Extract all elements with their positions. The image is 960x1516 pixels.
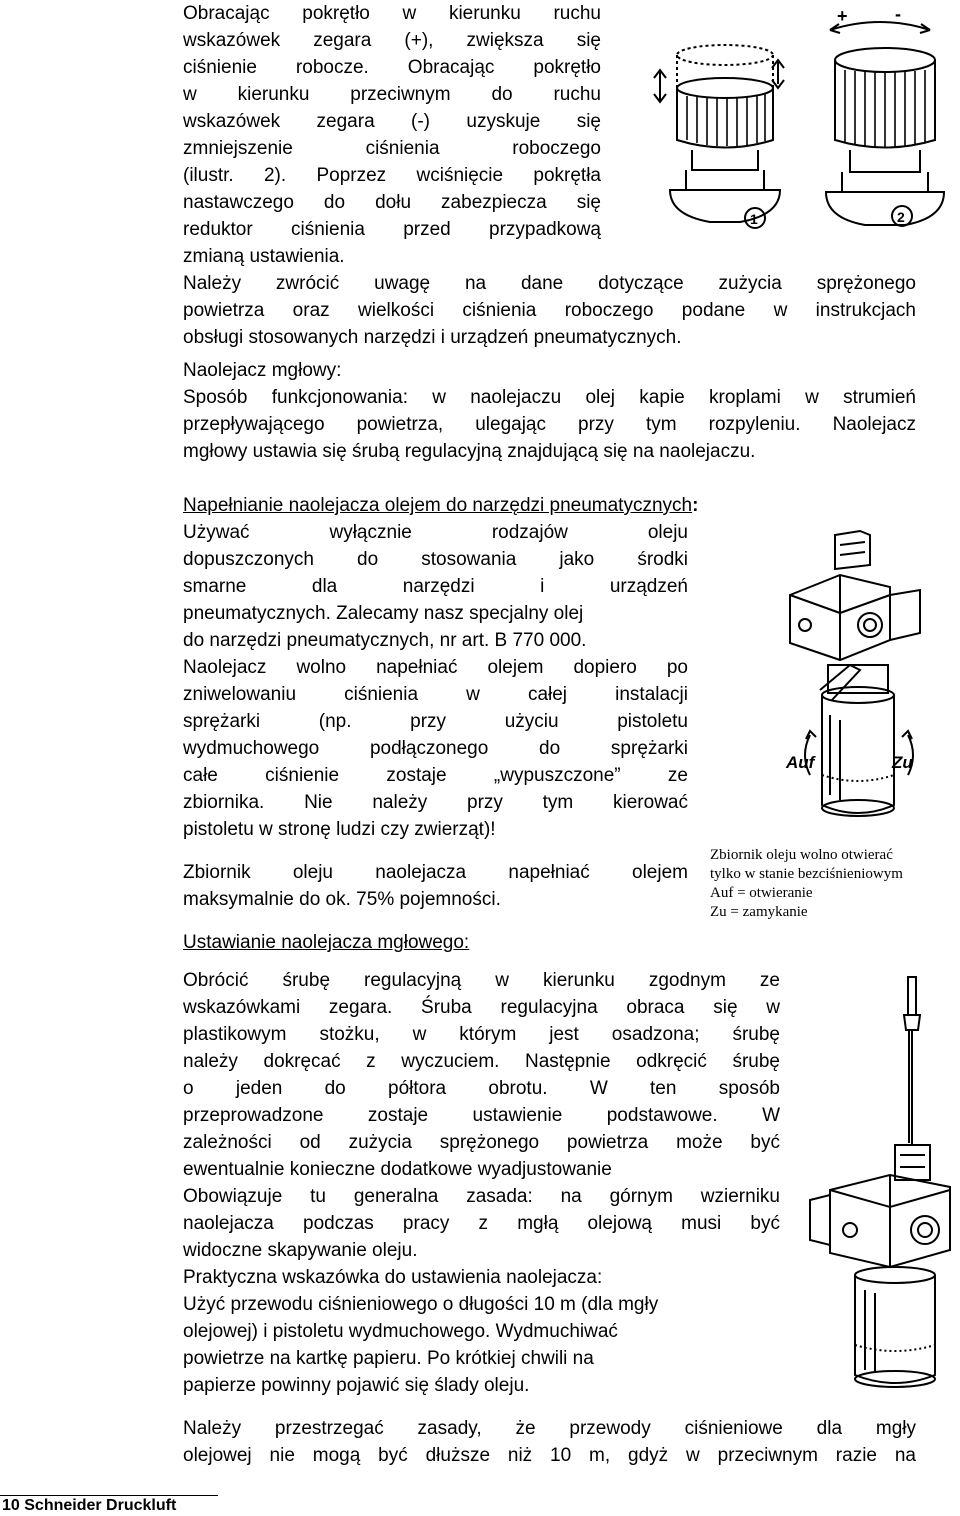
text-line: Obowiązuje tu generalna zasada: na górnym wzierniku <box>183 1186 780 1207</box>
caption-line: Zu = zamykanie <box>710 904 808 920</box>
section-heading: Ustawianie naolejacza mgłowego: <box>183 932 470 953</box>
text-line: w kierunku przeciwnym do ruchu <box>183 84 601 105</box>
text-line: powietrza oraz wielkości ciśnienia roboczego podane w instrukcjach <box>183 300 916 321</box>
label-2: 2 <box>897 209 905 225</box>
text-line: Należy przestrzegać zasady, że przewody ciśnieniowe dla mgły <box>183 1418 916 1439</box>
text-line: olejowej) i pistoletu wydmuchowego. Wydmuchiwać <box>183 1321 618 1342</box>
text-line: przepływającego powietrza, ulegając przy tym rozpyleniu. Naolejacz <box>183 414 916 435</box>
text-line: Sposób funkcjonowania: w naolejaczu olej kapie kroplami w strumień <box>183 387 916 408</box>
note-paragraph <box>183 270 916 351</box>
text-line: zależności od zużycia sprężonego powietrza może być <box>183 1132 780 1153</box>
text-line: wydmuchowego podłączonego do sprężarki <box>183 738 688 759</box>
caption-line: Zbiornik oleju wolno otwierać <box>710 847 893 863</box>
caption-line: tylko w stanie bezciśnieniowym <box>710 866 903 882</box>
text-line: reduktor ciśnienia przed przypadkową <box>183 219 601 240</box>
oiler-adjustment-illustration <box>800 975 960 1400</box>
text-line: powietrze na kartkę papieru. Po krótkiej chwili na <box>183 1348 594 1369</box>
text-line: należy dokręcać z wyczuciem. Następnie odkręcić śrubę <box>183 1051 780 1072</box>
text-line: całe ciśnienie zostaje „wypuszczone” ze <box>183 765 688 786</box>
capacity-paragraph <box>183 859 688 913</box>
pressure-regulator-illustration <box>650 0 960 260</box>
text-line: smarne dla narzędzi i urządzeń <box>183 576 688 597</box>
regulator-instructions <box>183 0 601 270</box>
minus-label: - <box>895 4 901 24</box>
text-line: zmianą ustawienia. <box>183 246 345 267</box>
text-line: pneumatycznych. Zalecamy nasz specjalny olej <box>183 603 584 624</box>
text-line: wskazówek zegara (+), zwiększa się <box>183 30 601 51</box>
filling-heading <box>183 492 843 519</box>
filling-instructions <box>183 519 688 843</box>
zu-label: Zu <box>892 753 913 772</box>
caption-line: Auf = otwieranie <box>710 885 813 901</box>
text-line: zniwelowaniu ciśnienia w całej instalacji <box>183 684 688 705</box>
text-line: ciśnienie robocze. Obracając pokrętło <box>183 57 601 78</box>
heading-colon: : <box>692 495 699 516</box>
text-line: wskazówkami zegara. Śruba regulacyjna obraca się w <box>183 997 780 1018</box>
text-line: Używać wyłącznie rodzajów oleju <box>183 522 688 543</box>
plus-label: + <box>837 6 848 26</box>
text-line: Obrócić śrubę regulacyjną w kierunku zgodnym ze <box>183 970 780 991</box>
adjust-heading <box>183 929 683 956</box>
auf-label: Auf <box>786 753 815 772</box>
text-line: Użyć przewodu ciśnieniowego o długości 10 m (dla mgły <box>183 1294 659 1315</box>
text-line: Należy zwrócić uwagę na dane dotyczące zużycia sprężonego <box>183 273 916 294</box>
text-line: pistoletu w stronę ludzi czy zwierząt)! <box>183 819 496 840</box>
text-line: obsługi stosowanych narzędzi i urządzeń pneumatycznych. <box>183 327 682 348</box>
text-line: nastawczego do dołu zabezpiecza się <box>183 192 601 213</box>
page-footer: 10 Schneider Druckluft <box>2 1497 177 1514</box>
section-heading: Napełnianie naolejacza olejem do narzędzi pneumatycznych <box>183 495 693 516</box>
text-line: widoczne skapywanie oleju. <box>183 1240 418 1261</box>
text-line: mgłowy ustawia się śrubą regulacyjną znajdującą się na naolejaczu. <box>183 441 756 462</box>
text-line: Praktyczna wskazówka do ustawienia naolejacza: <box>183 1267 603 1288</box>
text-line: maksymalnie do ok. 75% pojemności. <box>183 889 501 910</box>
text-line: przeprowadzone zostaje ustawienie podstawowe. W <box>183 1105 780 1126</box>
adjust-instructions <box>183 967 780 1399</box>
text-line: naolejacza podczas pracy z mgłą olejową musi być <box>183 1213 780 1234</box>
final-paragraph <box>183 1415 916 1469</box>
text-line: do narzędzi pneumatycznych, nr art. B 770 000. <box>183 630 587 651</box>
text-line: wskazówek zegara (-) uzyskuje się <box>183 111 601 132</box>
text-line: olejowej nie mogą być dłuższe niż 10 m, gdyż w przeciwnym razie na <box>183 1445 916 1466</box>
text-line: Zbiornik oleju naolejacza napełniać olejem <box>183 862 688 883</box>
section-heading: Naolejacz mgłowy: <box>183 360 342 381</box>
text-line: zmniejszenie ciśnienia roboczego <box>183 138 601 159</box>
text-line: sprężarki (np. przy użyciu pistoletu <box>183 711 688 732</box>
text-line: zbiornika. Nie należy przy tym kierować <box>183 792 688 813</box>
text-line: plastikowym stożku, w którym jest osadzona; śrubę <box>183 1024 780 1045</box>
text-line: Naolejacz wolno napełniać olejem dopiero po <box>183 657 688 678</box>
text-line: o jeden do półtora obrotu. W ten sposób <box>183 1078 780 1099</box>
text-line: ewentualnie konieczne dodatkowe wyadjustowanie <box>183 1159 612 1180</box>
label-1: 1 <box>750 211 758 227</box>
text-line: papierze powinny pojawić się ślady oleju. <box>183 1375 530 1396</box>
text-line: Obracając pokrętło w kierunku ruchu <box>183 3 601 24</box>
oiler-figure-caption <box>710 846 958 922</box>
text-line: dopuszczonych do stosowania jako środki <box>183 549 688 570</box>
oiler-section <box>183 357 916 465</box>
oiler-reservoir-illustration <box>770 525 960 845</box>
text-line: (ilustr. 2). Poprzez wciśnięcie pokrętła <box>183 165 601 186</box>
